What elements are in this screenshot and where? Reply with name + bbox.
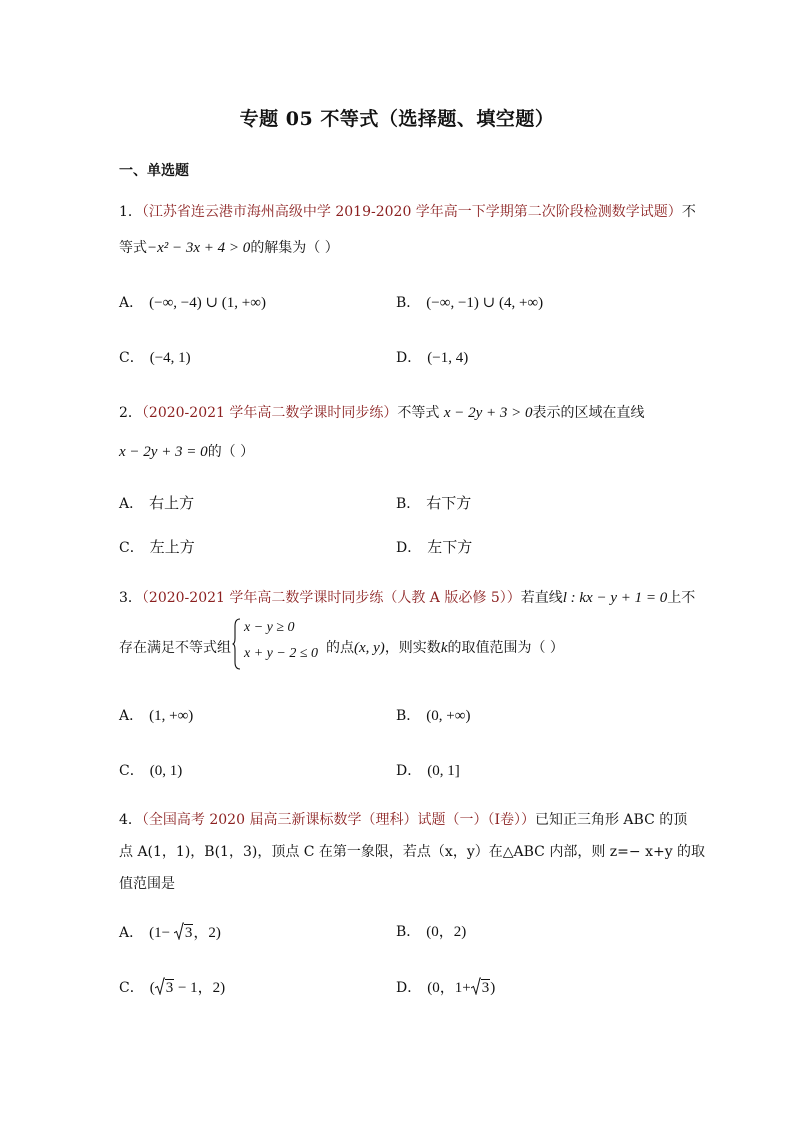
- system-row-2: x + y − 2 ≤ 0: [244, 646, 319, 661]
- question-2-source: （2020-2021 学年高二数学课时同步练）: [141, 405, 398, 421]
- question-4-number: 4．: [119, 812, 142, 828]
- sqrt-icon: [471, 977, 481, 1001]
- question-2-option-c[interactable]: C． 左上方: [119, 540, 195, 556]
- question-3-line-2b: 的点(x, y)，则实数k的取值范围为（ ）: [326, 640, 564, 656]
- question-4-option-b[interactable]: B． (0，2): [396, 924, 467, 940]
- question-1-line-1: 1．（江苏省连云港市海州高级中学 2019-2020 学年高一下学期第二次阶段检测数学试题）不: [119, 204, 696, 220]
- question-4-source: （全国高考 2020 届高三新课标数学（理科）试题（一）（Ⅰ卷））: [141, 812, 535, 828]
- question-3-number: 3．: [119, 590, 142, 606]
- page-title: 专题 05 不等式（选择题、填空题）: [239, 108, 555, 130]
- question-1-expression: −x² − 3x + 4 > 0: [147, 240, 251, 256]
- question-4-line-1: 4．（全国高考 2020 届高三新课标数学（理科）试题（一）（Ⅰ卷））已知正三角形 ABC 的顶: [119, 812, 688, 828]
- question-3-line-1: 3．（2020-2021 学年高二数学课时同步练（人教 A 版必修 5））若直线l : kx − y + 1 = 0上不: [119, 590, 696, 606]
- section-heading: 一、单选题: [119, 163, 189, 179]
- question-2-number: 2．: [119, 405, 142, 421]
- question-2-line-2: x − 2y + 3 = 0的（ ）: [119, 444, 255, 460]
- question-1-option-a[interactable]: A． (−∞, −4) ∪ (1, +∞): [119, 295, 266, 311]
- question-2-option-d[interactable]: D． 左下方: [396, 540, 473, 556]
- question-1-option-c[interactable]: C． (−4, 1): [119, 350, 191, 366]
- question-3-option-b[interactable]: B． (0, +∞): [396, 708, 471, 724]
- question-4-option-c[interactable]: C． ( 3 − 1，2): [119, 977, 225, 1001]
- question-4-option-a[interactable]: A． (1− 3，2): [119, 922, 221, 946]
- question-1-option-d[interactable]: D． (−1, 4): [396, 350, 469, 366]
- sqrt-icon: [174, 922, 184, 946]
- question-3-option-d[interactable]: D． (0, 1]: [396, 763, 460, 779]
- question-4-option-d[interactable]: D． (0，1+ 3): [396, 977, 495, 1001]
- question-1-number: 1．: [119, 204, 142, 220]
- question-3-line-2a: 存在满足不等式组: [119, 640, 231, 656]
- question-2-line-1: 2．（2020-2021 学年高二数学课时同步练）不等式 x − 2y + 3 > 0表示的区域在直线: [119, 405, 645, 421]
- question-2-option-a[interactable]: A． 右上方: [119, 496, 195, 512]
- question-1-line-2: 等式−x² − 3x + 4 > 0的解集为（ ）: [119, 240, 339, 256]
- brace-icon: [232, 618, 242, 670]
- question-3-source: （2020-2021 学年高二数学课时同步练（人教 A 版必修 5））: [141, 590, 521, 606]
- question-3-option-a[interactable]: A． (1, +∞): [119, 708, 194, 724]
- question-4-line-3: 值范围是: [119, 876, 175, 892]
- system-row-1: x − y ≥ 0: [244, 620, 295, 635]
- inequality-system: [232, 618, 326, 670]
- question-2-option-b[interactable]: B． 右下方: [396, 496, 472, 512]
- question-1-option-b[interactable]: B． (−∞, −1) ∪ (4, +∞): [396, 295, 544, 311]
- question-1-source: （江苏省连云港市海州高级中学 2019-2020 学年高一下学期第二次阶段检测数学试题）: [141, 204, 682, 220]
- question-4-line-2: 点 A(1，1)，B(1，3)，顶点 C 在第一象限，若点（x，y）在△ABC 内部，则 z=− x+y 的取: [119, 844, 706, 860]
- question-3-option-c[interactable]: C． (0, 1): [119, 763, 183, 779]
- sqrt-icon: [155, 977, 165, 1001]
